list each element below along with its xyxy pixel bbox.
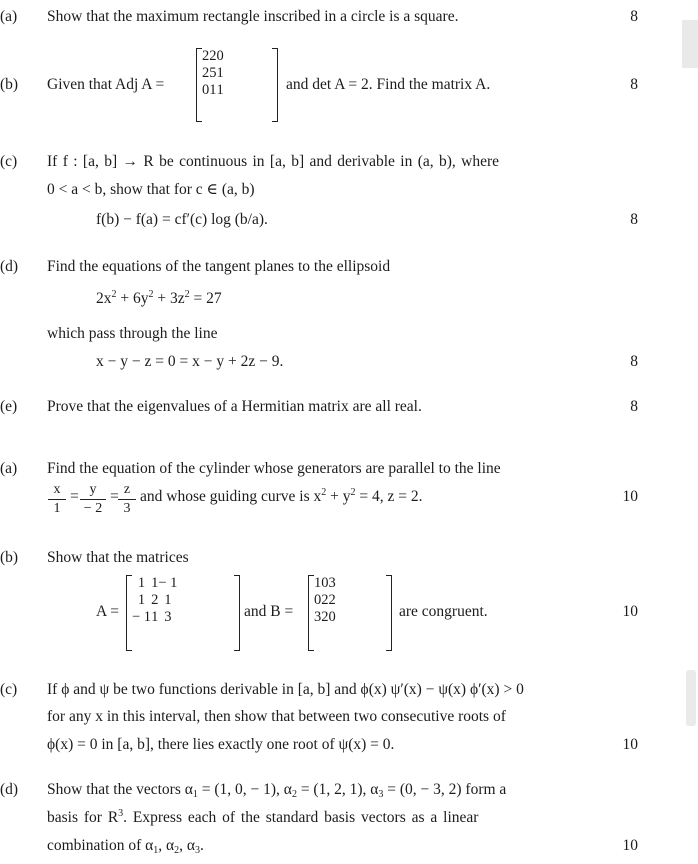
matrix-b-entry: 0 [314, 592, 322, 608]
q2b-suffix: are congruent. [399, 603, 488, 620]
matrix-b-row [314, 609, 336, 626]
adj-a-row [202, 82, 224, 99]
q2c-marks: 10 [622, 736, 638, 753]
fraction-x: x 1 [48, 482, 66, 517]
matrix-a-entry: − 1 [158, 575, 178, 591]
scan-edge-mark [682, 20, 698, 68]
matrix-a-entry: 1 [137, 575, 146, 591]
q1b-label: (b) [0, 76, 19, 93]
eq-sign-2: = [110, 488, 119, 505]
matrix-b-entry: 0 [328, 609, 336, 625]
matrix-a-entry: 1 [151, 575, 159, 591]
q2a-rest: and whose guiding curve is $x^2 + y^2 = 4$, z = 2. [140, 487, 423, 505]
matrix-b-label: and B = [244, 603, 294, 620]
q1a-text: Show that the maximum rectangle inscribed in a circle is a square. [47, 8, 459, 25]
q2b-label: (b) [0, 549, 19, 566]
matrix-a-entry: − 1 [132, 609, 152, 625]
q1c-label: (c) [0, 153, 18, 170]
q1d-line1: Find the equations of the tangent planes to the ellipsoid [47, 258, 391, 275]
q2a-label: (a) [0, 460, 18, 477]
q2d-marks: 10 [622, 837, 638, 854]
ellipsoid-equation: $2x^2 + 6y^2 + 3z^2 = 27$ [96, 289, 222, 307]
matrix-b-entry: 2 [328, 592, 336, 608]
q1a-label: (a) [0, 8, 18, 25]
matrix-a-entry: 3 [164, 609, 172, 625]
adj-a-row [202, 48, 224, 65]
q2d-line2: basis for $R^3$. Express each of the standard basis vectors as a linear [47, 808, 479, 826]
matrix-b-entry: 2 [321, 609, 329, 625]
adj-a-entry: 0 [202, 82, 210, 98]
q1d-line2: which pass through the line [47, 325, 218, 342]
q1c-line2: 0 < a < b, show that for c ∈ (a, b) [47, 181, 255, 198]
matrix-a-entry: 1 [151, 609, 159, 625]
matrix-a-entry: 1 [164, 592, 172, 608]
matrix-a-label: A = [96, 603, 119, 620]
q2c-line3: ϕ(x) = 0 in [a, b], there lies exactly one root of ψ(x) = 0. [47, 736, 395, 753]
adj-a-entry: 1 [209, 82, 217, 98]
q2b-marks: 10 [622, 603, 638, 620]
matrix-a-entry: 2 [151, 592, 159, 608]
matrix-a [126, 575, 240, 651]
q1e-label: (e) [0, 398, 18, 415]
q2b-line1: Show that the matrices [47, 549, 189, 566]
adj-a-entry: 1 [216, 65, 224, 81]
q1e-text: Prove that the eigenvalues of a Hermitian matrix are all real. [47, 398, 422, 415]
matrix-a-row [132, 609, 177, 626]
q2d-line1: Show that the vectors $\alpha_1 = (1$, 0, − 1), $\alpha_2 = (1$, 2, 1), $\alpha_3 = (0$, − 3, 2) form a [47, 781, 507, 800]
matrix-b-entry: 3 [314, 609, 322, 625]
q1a-marks: 8 [630, 8, 638, 25]
adj-a-row [202, 65, 224, 82]
adj-a-entry: 1 [216, 82, 224, 98]
adj-a-entry: 2 [202, 65, 210, 81]
adj-a-entry: 2 [209, 48, 217, 64]
q2c-label: (c) [0, 681, 18, 698]
eq-sign-1: = [70, 488, 79, 505]
q2a-marks: 10 [622, 488, 638, 505]
q1b-suffix: and det A = 2. Find the matrix A. [286, 76, 491, 93]
matrix-a-row [132, 592, 177, 609]
q2d-label: (d) [0, 781, 19, 798]
adj-a-matrix [196, 48, 278, 122]
q2c-line1: If ϕ and ψ be two functions derivable in [a, b] and ϕ(x) ψ′(x) − ψ(x) ϕ′(x) > 0 [47, 681, 524, 698]
q1c-formula: f(b) − f(a) = cf′(c) log (b/a). [96, 211, 268, 228]
q2a-line1: Find the equation of the cylinder whose generators are parallel to the line [47, 460, 501, 477]
q2c-line2: for any x in this interval, then show that between two consecutive roots of [47, 708, 506, 725]
line-equation: x − y − z = 0 = x − y + 2z − 9. [96, 353, 284, 370]
adj-a-entry: 5 [209, 65, 217, 81]
matrix-b-entry: 0 [321, 575, 329, 591]
fraction-y: y − 2 [80, 482, 106, 517]
q1b-marks: 8 [630, 76, 638, 93]
adj-a-entry: 0 [216, 48, 224, 64]
q1d-marks: 8 [630, 353, 638, 370]
adj-a-entry: 2 [202, 48, 210, 64]
q1c-line1: If f : [a, b] → R be continuous in [a, b] and derivable in (a, b), where [47, 153, 500, 170]
matrix-b-entry: 1 [314, 575, 322, 591]
matrix-a-entry: 1 [137, 592, 146, 608]
matrix-a-row [132, 575, 177, 592]
q1d-label: (d) [0, 258, 19, 275]
matrix-b-row [314, 592, 336, 609]
q1e-marks: 8 [630, 398, 638, 415]
q2d-line3: combination of $\alpha_1$, $\alpha_2$, $\alpha_3$. [47, 837, 204, 856]
matrix-b [308, 575, 392, 651]
scan-smudge [686, 670, 696, 726]
matrix-b-row [314, 575, 336, 592]
matrix-b-entry: 3 [328, 575, 336, 591]
fraction-z: z 3 [118, 482, 136, 517]
q1b-prefix: Given that Adj A = [47, 76, 165, 93]
q1c-marks: 8 [630, 211, 638, 228]
matrix-b-entry: 2 [321, 592, 329, 608]
